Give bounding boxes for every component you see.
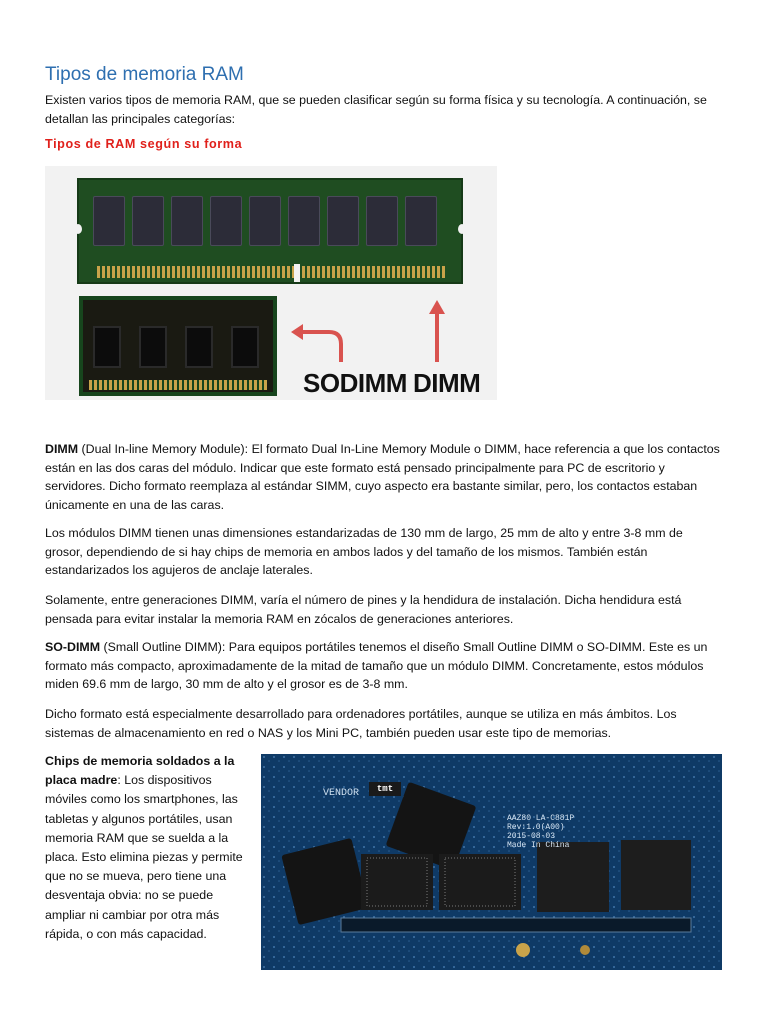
- dimm-term: DIMM: [45, 442, 79, 456]
- sodimm-paragraph: [45, 638, 720, 694]
- page-title: Tipos de memoria RAM: [45, 64, 244, 85]
- sodimm-text: (Small Outline DIMM): Para equipos portátiles tenemos el diseño Small Outline DIMM o SO-DIMM. Este es un formato más compacto, aproximadamente de la mitad de tamaño que un módulo DIMM. Concretamente, estos módulos miden 69.6 mm de largo, 30 mm de alto y el grosor es de 3-8 mm.: [45, 640, 708, 691]
- soldered-text: : Los dispositivos móviles como los smartphones, las tabletas y algunos portátiles, usan memoria RAM que se suelda a la placa. Esto elimina piezas y permite que no se mueva, pero tiene una desventaja obvia: no se puede ampliar ni cambiar por otra más rápida, o con más capacidad.: [45, 773, 243, 941]
- sodimm-term: SO-DIMM: [45, 640, 101, 654]
- portables-paragraph: Dicho formato está especialmente desarrollado para ordenadores portátiles, aunque se utiliza en más ámbitos. Los sistemas de almacenamiento en red o NAS y los Mini PC, también pueden usar este tipo de memorias.: [45, 707, 677, 740]
- section-subheading: Tipos de RAM según su forma: [45, 137, 243, 151]
- dimm-label: DIMM: [413, 368, 481, 398]
- sodimm-label: SODIMM: [303, 368, 407, 398]
- board-marking: AAZ80 LA-C881P Rev:1.0(A00) 2015-08-03 Made In China: [507, 814, 575, 850]
- intro-paragraph: Existen varios tipos de memoria RAM, que se pueden clasificar según su forma física y su tecnología. A continuación, se detallan las principales categorías:: [45, 93, 707, 126]
- arrow-to-dimm-icon: [429, 300, 445, 314]
- soldered-term: Chips de memoria soldados a la placa madre: [45, 754, 235, 788]
- vendor-label: VENDOR: [323, 788, 360, 799]
- dimensions-paragraph: Los módulos DIMM tienen unas dimensiones estandarizadas de 130 mm de largo, 25 mm de alto y entre 3-8 mm de grosor, dependiendo de si hay chips de memoria en ambos lados y del tamaño de los mismos. También están estandarizados los agujeros de anclaje laterales.: [45, 526, 683, 577]
- arrows-overlay: [45, 166, 497, 400]
- dimm-paragraph: [45, 440, 720, 514]
- vendor-sticker: tmt: [369, 782, 401, 796]
- ram-form-factor-image: [45, 166, 497, 400]
- dimm-text: (Dual In-line Memory Module): El formato Dual In-Line Memory Module o DIMM, hace referencia a que los contactos están en las dos caras del módulo. Indicar que este formato está pensado principalmente para PC de escritorio y servidores. Dicho formato reemplaza al estándar SIMM, cuyo aspecto era bastante similar, pero, los contactos estaban únicamente en una de las caras.: [45, 442, 720, 512]
- soldered-paragraph: [45, 752, 250, 944]
- arrow-to-sodimm-icon: [291, 324, 303, 340]
- generations-paragraph: Solamente, entre generaciones DIMM, varía el número de pines y la hendidura de instalación. Dicha hendidura está pensada para evitar instalar la memoria RAM en zócalos de generaciones anteriores.: [45, 593, 682, 626]
- motherboard-photo: [261, 754, 722, 970]
